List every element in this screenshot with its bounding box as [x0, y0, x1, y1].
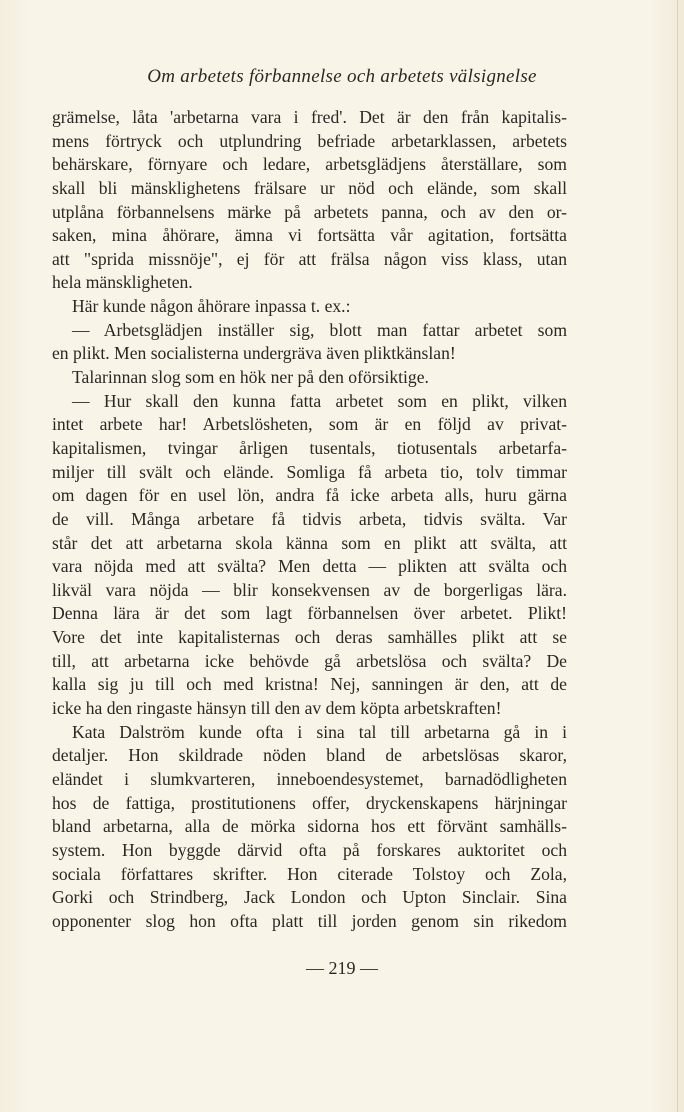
text-line: Vore det inte kapitalisternas och deras samhälles plikt att se: [52, 627, 567, 648]
text-line: sociala författares skrifter. Hon citerade Tolstoy och Zola,: [52, 863, 567, 884]
text-line: saken, mina åhörare, ämna vi fortsätta vår agitation, fortsätta: [52, 225, 567, 246]
text-line: en plikt. Men socialisterna undergräva även pliktkänslan!: [52, 343, 456, 364]
text-line: system. Hon byggde därvid ofta på forskares auktoritet och: [52, 839, 567, 860]
text-line: kapitalismen, tvingar årligen tusentals, tiotusentals arbetarfa-: [52, 437, 567, 458]
text-line: Talarinnan slog som en hök ner på den oförsiktige.: [72, 367, 429, 388]
body-text: [52, 106, 567, 933]
text-line: — Hur skall den kunna fatta arbetet som en plikt, vilken: [72, 390, 567, 411]
text-line: behärskare, förnyare och ledare, arbetsglädjens återställare, som: [52, 154, 567, 175]
text-line: hela mänskligheten.: [52, 272, 193, 293]
page-edge-line: [677, 0, 678, 1112]
text-line: Denna lära är det som lagt förbannelsen över arbetet. Plikt!: [52, 603, 567, 624]
text-line: skall bli mänsklighetens frälsare ur nöd och elände, som skall: [52, 177, 567, 198]
text-line: mens förtryck och utplundring befriade arbetarklassen, arbetets: [52, 130, 567, 151]
text-line: till, att arbetarna icke behövde gå arbetslösa och svälta? De: [52, 650, 567, 671]
text-line: bland arbetarna, alla de mörka sidorna hos ett förvänt samhälls-: [52, 816, 567, 837]
text-line: miljer till svält och elände. Somliga få arbeta tio, tolv timmar: [52, 461, 567, 482]
text-line: vara nöjda med att svälta? Men detta — plikten att svälta och: [52, 556, 567, 577]
text-line: — Arbetsglädjen inställer sig, blott man fattar arbetet som: [72, 319, 567, 340]
text-line: grämelse, låta 'arbetarna vara i fred'. Det är den från kapitalis-: [52, 107, 567, 127]
text-line: Gorki och Strindberg, Jack London och Upton Sinclair. Sina: [52, 887, 567, 908]
text-line: de vill. Många arbetare få tidvis arbeta, tidvis svälta. Var: [52, 508, 567, 529]
text-line: Kata Dalström kunde ofta i sina tal till arbetarna gå in i: [72, 721, 567, 742]
text-line: icke ha den ringaste hänsyn till den av dem köpta arbetskraften!: [52, 698, 502, 719]
text-line: detaljer. Hon skildrade nöden bland de arbetslösas skaror,: [52, 745, 567, 766]
text-line: opponenter slog hon ofta platt till jorden genom sin rikedom: [52, 910, 567, 931]
text-line: kalla sig ju till och med kristna! Nej, sanningen är den, att de: [52, 674, 567, 695]
text-line: om dagen för en usel lön, andra få icke arbeta alls, huru gärna: [52, 485, 567, 506]
text-line: eländet i slumkvarteren, inneboendesystemet, barnadödligheten: [52, 768, 567, 789]
running-head: Om arbetets förbannelse och arbetets välsignelse: [147, 66, 537, 87]
page-number: — 219 —: [306, 958, 378, 978]
text-line: att "sprida missnöje", ej för att frälsa någon viss klass, utan: [52, 248, 567, 269]
text-line: intet arbete har! Arbetslösheten, som är en följd av privat-: [52, 414, 567, 435]
text-line: utplåna förbannelsens märke på arbetets panna, och av den or-: [52, 201, 567, 222]
text-line: Här kunde någon åhörare inpassa t. ex.:: [72, 296, 351, 317]
text-line: står det att arbetarna skola känna som en plikt att svälta, att: [52, 532, 567, 553]
text-line: hos de fattiga, prostitutionens offer, dryckenskapens härjningar: [52, 792, 567, 813]
text-line: likväl vara nöjda — blir konsekvensen av de borgerligas lära.: [52, 579, 567, 600]
